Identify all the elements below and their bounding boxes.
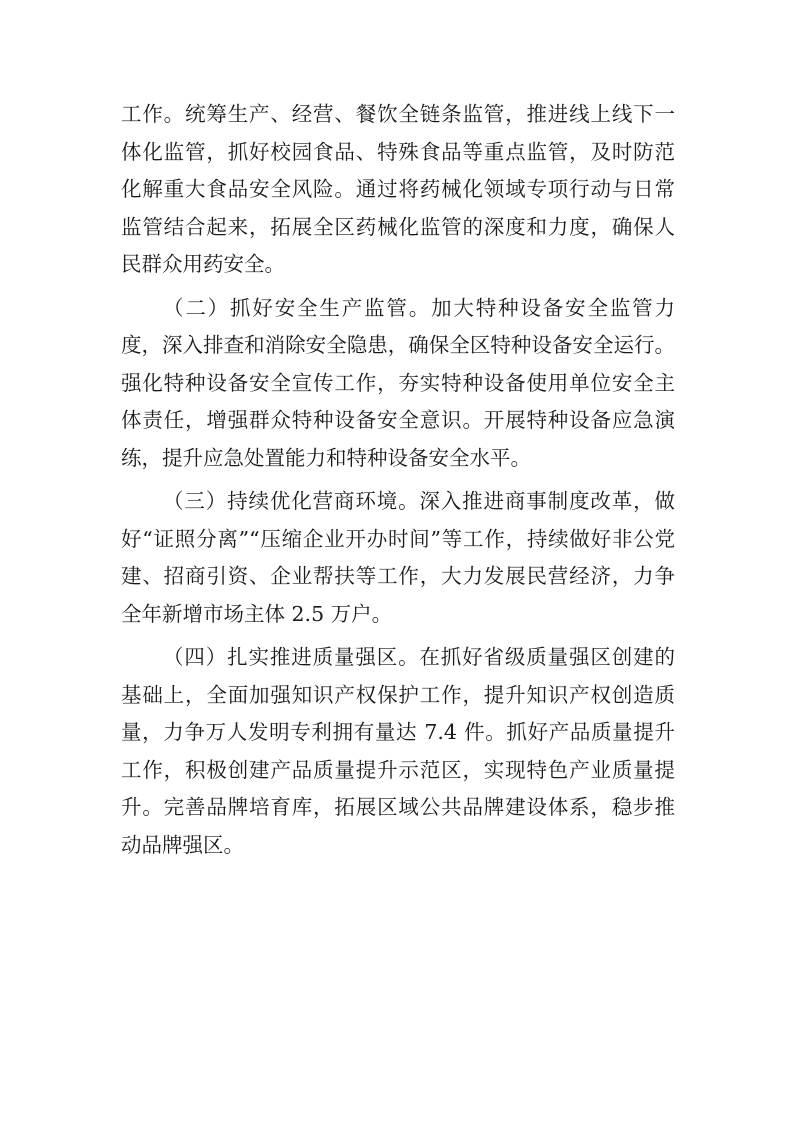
text-line: 练，提升应急处置能力和特种设备安全水平。	[121, 445, 531, 470]
text-line: 量，力争万人发明专利拥有量达 7.4 件。抓好产品质量提升	[121, 720, 675, 744]
text-line: 全年新增市场主体 2.5 万户。	[121, 601, 393, 626]
paragraph-business-environment	[121, 483, 675, 633]
text-line: 体责任，增强群众特种设备安全意识。开展特种设备应急演	[121, 408, 675, 432]
text-line: （四）扎实推进质量强区。在抓好省级质量强区创建的	[163, 645, 675, 669]
text-line: 建、招商引资、企业帮扶等工作，大力发展民营经济，力争	[121, 564, 675, 588]
paragraph-food-drug-supervision	[121, 96, 675, 284]
text-line: 体化监管，抓好校园食品、特殊食品等重点监管，及时防范	[121, 139, 675, 164]
text-line: 监管结合起来，拓展全区药械化监管的深度和力度，确保人	[121, 214, 675, 239]
paragraph-safety-production	[121, 290, 675, 478]
text-line: 化解重大食品安全风险。通过将药械化领域专项行动与日常	[121, 177, 675, 201]
text-line: 基础上，全面加强知识产权保护工作，提升知识产权创造质	[121, 682, 675, 707]
text-line: 好“证照分离”“压缩企业开办时间”等工作，持续做好非公党	[121, 526, 675, 551]
text-line: 度，深入排查和消除安全隐患，确保全区特种设备安全运行。	[121, 333, 675, 357]
text-line: 动品牌强区。	[121, 832, 244, 857]
text-line: （二）抓好安全生产监管。加大特种设备安全监管力	[163, 295, 675, 320]
text-line: 升。完善品牌培育库，拓展区域公共品牌建设体系，稳步推	[121, 795, 675, 819]
text-line: 民群众用药安全。	[121, 252, 285, 276]
paragraph-quality-district	[121, 639, 675, 864]
body-text	[121, 96, 675, 864]
text-line: （三）持续优化营商环境。深入推进商事制度改革，做	[163, 489, 675, 513]
text-line: 强化特种设备安全宣传工作，夯实特种设备使用单位安全主	[121, 370, 675, 395]
text-line: 工作。统筹生产、经营、餐饮全链条监管，推进线上线下一	[121, 102, 675, 126]
text-line: 工作，积极创建产品质量提升示范区，实现特色产业质量提	[121, 757, 675, 782]
